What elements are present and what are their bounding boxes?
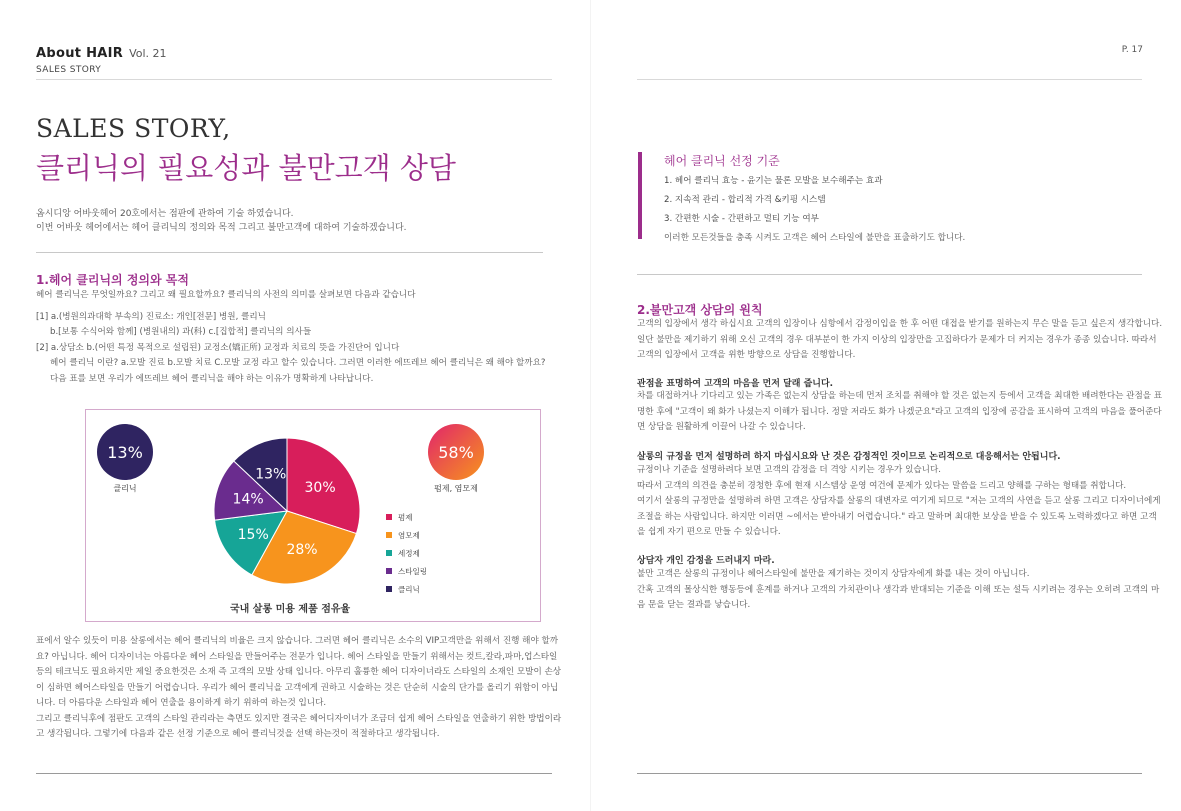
legend-swatch [386, 586, 392, 592]
principle-1-heading: 관점을 표명하여 고객의 마음을 먼저 달래 줍니다. [637, 379, 834, 389]
clinic-share-value: 13% [107, 442, 143, 462]
section-divider-right [637, 274, 1142, 275]
conclusion-line: 표에서 알수 있듯이 미용 살롱에서는 헤어 클리닉의 비율은 크지 않습니다. 그러면 헤어 클리닉은 소수의 VIP고객만을 위해서 진행 해야 할까 [36, 636, 559, 646]
principle-2-heading: 살롱의 규정을 먼저 설명하려 하지 마십시요와 난 것은 감정적인 것이므로 논리적으로 대응해서는 안됩니다. [637, 452, 1061, 462]
criteria-note: 이러한 모든것들을 충족 시켜도 고객은 헤어 스타일에 불만을 표출하기도 합니다. [664, 233, 966, 243]
definition-2-line1: [2] a.상담소 b.(어떤 특정 목적으로 설립된) 교정소(矯正所) 교정과 치료의 뜻을 가진단어 입니다 [36, 342, 400, 353]
perm-dye-share-value: 58% [438, 442, 474, 462]
principle-1-line: 명한 후에 "고객이 왜 화가 나셨는지 이해가 됩니다. 정말 저라도 화가 나겠군요"라고 고객의 입장에 공감을 표시하여 고객의 마음을 풀어준다 [637, 406, 1162, 417]
definition-1-line2: b.[보통 수식어와 함께] (병원내의) 과(科) c.[집합적] 클리닉의 의사들 [50, 327, 312, 337]
conclusion-line: 요? 아닙니다. 헤어 디자이너는 아름다운 헤어 스타일을 만들어주는 전문가 입니다. 헤어 스타일을 만들기 위해서는 컷트,칼라,파마,업스타일 [36, 651, 558, 662]
legend-label: 염모제 [398, 530, 420, 540]
legend-item [386, 544, 427, 562]
intro-line: 옴시디앙 어바웃헤어 20호에서는 점판에 관하여 기술 하였습니다. [36, 209, 294, 219]
page-title-english: SALES STORY, [36, 114, 231, 143]
brand-name: About HAIR [36, 46, 124, 61]
section2-heading: 2.불만고객 상담의 원칙 [637, 303, 763, 317]
footer-rule-right [637, 773, 1142, 774]
pie-label-4: 13% [255, 466, 287, 483]
section2-intro [637, 317, 1162, 364]
principle-3-heading: 상담자 개인 감정을 드러내지 마라. [637, 556, 775, 566]
section1-heading: 1.헤어 클리닉의 정의와 목적 [36, 273, 189, 287]
criteria-list [664, 172, 883, 229]
section1-body [36, 288, 545, 387]
principle-2-line: 따라서 고객의 의견을 충분히 경청한 후에 현재 시스템상 운영 여건에 문제가 있다는 말씀을 드리고 양해를 구하는 형태를 취합니다. [637, 480, 1127, 491]
definition-2-line3: 다음 표를 보면 우리가 에뜨레브 헤어 클리닉을 해야 하는 이유가 명확하게 나타납니다. [50, 373, 374, 384]
principle-3-body [637, 567, 1159, 614]
criteria-item: 1. 헤어 클리닉 효능 - 윤기는 물론 모발을 보수해주는 효과 [664, 176, 883, 186]
section1-lead: 헤어 클리닉은 무엇일까요? 그리고 왜 필요할까요? 클리닉의 사전의 의미를 살펴보면 다음과 같습니다 [36, 290, 416, 300]
pie-label-2: 15% [237, 526, 269, 543]
legend-swatch [386, 532, 392, 538]
principle-3-line: 간혹 고객의 몰상식한 행동등에 훈계를 하거나 고객의 가치관이나 생각과 반대되는 기준을 이해 또는 설득 시키려는 경우는 오히려 고객의 마 [637, 584, 1160, 595]
left-page [0, 0, 590, 811]
principle-1-body [637, 389, 1162, 436]
criteria-title: 헤어 클리닉 선정 기준 [664, 154, 780, 168]
principle-3-line: 음 문을 닫는 결과를 낳습니다. [637, 600, 751, 610]
section-label: SALES STORY [36, 65, 102, 75]
header-rule [36, 79, 552, 80]
legend-item [386, 508, 427, 526]
pie-label-3: 14% [232, 491, 264, 508]
pie-chart [212, 436, 362, 586]
conclusion-line: 고 생각됩니다. 그렇기에 다음과 같은 선정 기준으로 헤어 클리닉것을 선택 하는것이 적절하다고 생각됩니다. [36, 729, 440, 739]
section2-intro-line: 고객의 입장에서 고객을 위한 방향으로 상담을 진행합니다. [637, 350, 856, 360]
section2-intro-line: 일단 불만을 제기하기 위해 오신 고객의 경우 대부분이 한 가지 이상의 입장만을 고집하다가 문제가 더 커지는 경우가 종종 있습니다. 따라서 [637, 334, 1157, 345]
legend-label: 클리닉 [398, 584, 420, 594]
principle-2-line: 을 쉽게 자기 편으로 만들 수 있습니다. [637, 527, 781, 537]
legend-item [386, 562, 427, 580]
criteria-item: 2. 지속적 관리 - 합리적 가격 &키핑 시스템 [664, 195, 826, 205]
section-divider [36, 252, 543, 253]
footer-rule [36, 773, 552, 774]
page-number: P. 17 [1121, 45, 1143, 55]
legend-label: 펌제 [398, 512, 413, 522]
perm-dye-share-label: 펌제, 염모제 [434, 484, 478, 493]
legend-swatch [386, 550, 392, 556]
intro-line: 이번 어바웃 헤어에서는 헤어 클리닉의 정의와 목적 그리고 불만고객에 대하여 기술하겠습니다. [36, 223, 407, 233]
principle-1-line: 면 상담을 원활하게 이끌어 나갈 수 있습니다. [637, 422, 806, 432]
legend-item [386, 526, 427, 544]
chart-title: 국내 살롱 미용 제품 점유율 [230, 604, 351, 615]
chart-legend [386, 508, 427, 598]
page-gutter [590, 0, 591, 811]
header-rule-right [637, 79, 1142, 80]
criteria-item: 3. 간편한 시술 - 간편하고 멀티 기능 여부 [664, 214, 819, 224]
legend-swatch [386, 568, 392, 574]
intro-paragraph [36, 207, 546, 235]
principle-3-line: 불만 고객은 살롱의 규정이나 헤어스타일에 불만을 제기하는 것이지 상담자에게 화를 내는 것이 아닙니다. [637, 569, 1030, 579]
principle-2-line: 여기서 살롱의 규정만을 설명하려 하면 고객은 상담자를 살롱의 대변자로 여기게 되므로 "저는 고객의 사연을 듣고 살롱 그리고 디자이너에게 [637, 496, 1161, 506]
principle-2-line: 규정이나 기준을 설명하려다 보면 고객의 감정을 더 격앙 시키는 경우가 있습니다. [637, 465, 942, 475]
page-title-korean: 클리닉의 필요성과 불만고객 상담 [36, 151, 456, 185]
conclusion-line: 니다. 더 아름다운 스타일과 헤어 연출을 용이하게 하기 위하여 하는것 입니다. [36, 698, 327, 708]
definition-2-line2: 헤어 클리닉 이란? a.모발 진료 b.모발 치료 C.모발 교정 라고 할수 있습니다. 그러면 이러한 에뜨레브 헤어 클리닉은 왜 해야 할까요? [50, 358, 546, 368]
clinic-share-label: 클리닉 [113, 484, 137, 493]
magazine-brand [36, 46, 167, 61]
legend-label: 세정제 [398, 548, 420, 558]
clinic-share-badge [97, 424, 153, 480]
pie-label-0: 30% [304, 479, 336, 496]
principle-1-line: 차를 대접하거나 기다리고 있는 가족은 없는지 상담을 하는데 먼저 조치를 취해야 할 것은 없는지 등에서 고객을 최대한 배려한다는 관점을 표 [637, 391, 1163, 401]
principle-2-body [637, 463, 1161, 541]
conclusion-line: 등의 테크닉도 필요하지만 제일 중요한것은 소재 즉 고객의 모발 상태 입니다. 아무리 훌륭한 헤어 디자이너라도 스타일의 소재인 모발이 손상 [36, 667, 562, 677]
section1-conclusion [36, 634, 562, 743]
legend-label: 스타일링 [398, 566, 427, 576]
definition-1-line1: [1] a.(병원의과대학 부속의) 진료소: 개인[전문] 병원, 클리닉 [36, 311, 266, 322]
legend-swatch [386, 514, 392, 520]
conclusion-line: 그리고 클리닉후에 점판도 고객의 스타일 관리라는 측면도 있지만 결국은 헤어디자이너가 조금더 쉽게 헤어 스타일을 연출하기 위한 방법이라 [36, 713, 562, 724]
volume-label: Vol. 21 [129, 47, 167, 60]
criteria-accent-bar [638, 152, 642, 239]
conclusion-line: 이 심하면 헤어스타일을 만들기 어렵습니다. 우리가 헤어 클리닉을 고객에게 권하고 시술하는 것은 단순히 시술의 단가를 올리기 위함이 아닙 [36, 682, 559, 693]
perm-dye-share-badge [428, 424, 484, 480]
section2-intro-line: 고객의 입장에서 생각 하십시요 고객의 입장이나 심항에서 감정이입을 한 후 어떤 대접을 받기를 원하는지 무슨 말을 듣고 싶은지 생각합니다. [637, 319, 1163, 329]
legend-item [386, 580, 427, 598]
pie-label-1: 28% [286, 542, 318, 559]
principle-2-line: 조절을 하는 사람입니다. 하지만 이러면 ~에서는 받아내기 어렵습니다." 라고 말하며 최대한 보상을 받을 수 있도록 노력하겠다고 하면 고객 [637, 511, 1157, 522]
